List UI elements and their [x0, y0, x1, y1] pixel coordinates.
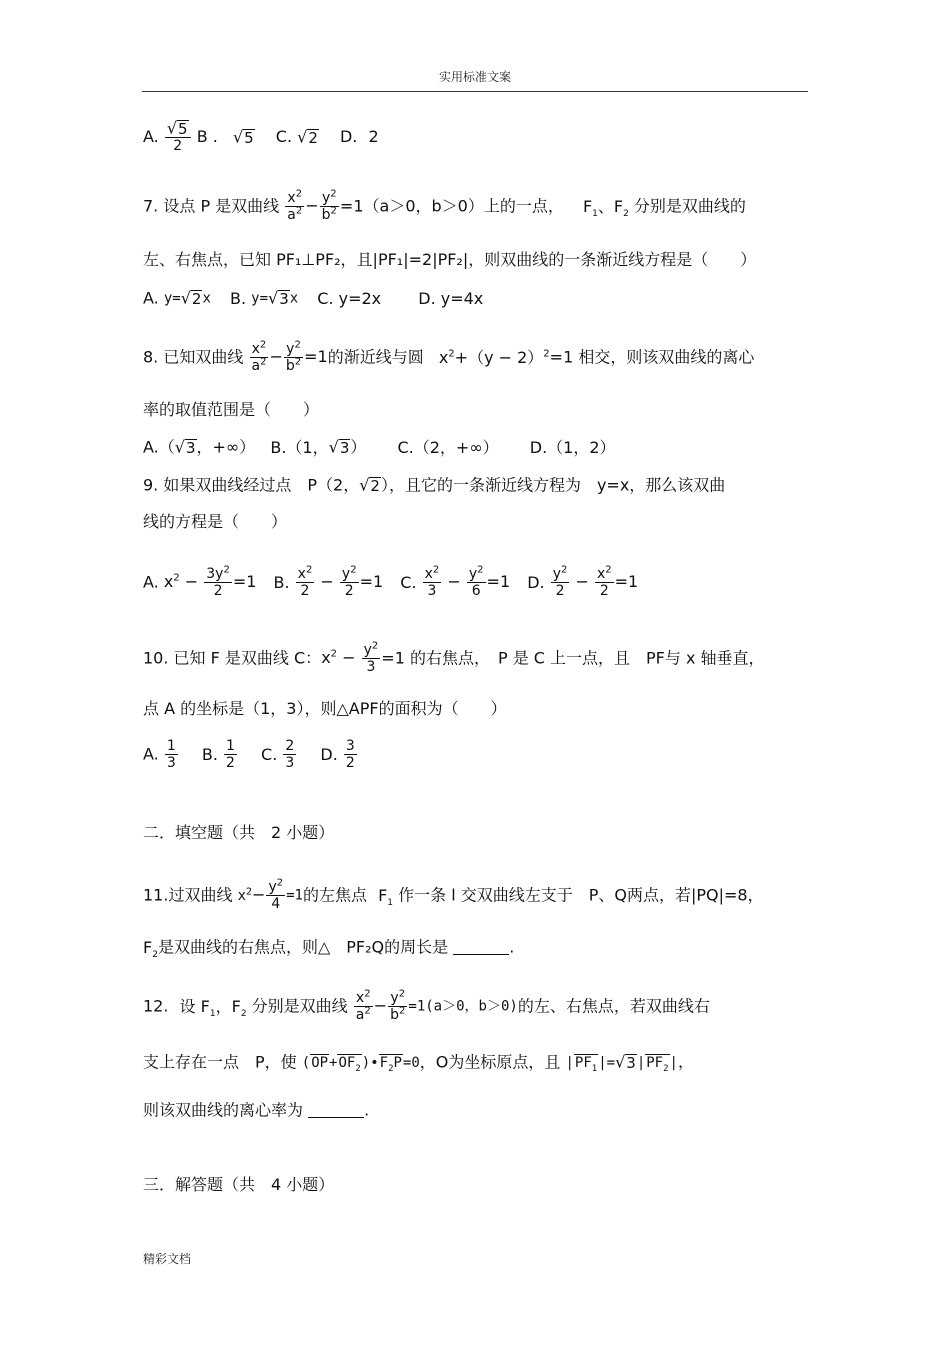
question-8: 8. 已知双曲线 $\frac{x^2}{a^2}$ − $\frac{y^2}{b^2}$ =1的渐近线与圆 $x^2+(y - 2)^2=1$ 相交，则该双曲线的离心: [143, 339, 755, 374]
option-c-value: √2: [297, 127, 318, 147]
question-11-line2: $F_2$是双曲线的右焦点，则△ PF₂Q的周长是 .: [143, 937, 515, 960]
question-10-line2: 点 A 的坐标是（1，3），则△APF的面积为（ ）: [143, 699, 507, 718]
fraction: $\frac{y^2}{b^2}$: [285, 339, 302, 374]
page-footer: 精彩文档: [143, 1252, 192, 1266]
fraction: $\frac{x^2}{a^2}$: [251, 339, 267, 374]
page-header: 实用标准文案: [438, 70, 511, 84]
question-9-line2: 线的方程是（ ）: [143, 512, 288, 531]
answer-blank[interactable]: [308, 1103, 364, 1118]
option-a-value: $\frac{√5}{2}$: [165, 120, 191, 154]
option-b-value: √5: [232, 127, 254, 147]
question-7-options: A. y=√2x B. y=√3x C. y=2x D. y=4x: [143, 288, 484, 309]
fraction: $\frac{y^2}{b^2}$: [321, 188, 337, 223]
question-9: 9. 如果双曲线经过点 P（2，√2），且它的一条渐近线方程为 y=x，那么该双曲: [143, 475, 726, 496]
section-2-title: 二．填空题（共 2 小题）: [143, 823, 335, 842]
question-12: 12. 设 $F_1$，$F_2$ 分别是双曲线 $\frac{x^2}{a^2}$ − $\frac{y^2}{b^2}$ =1(a＞0，b＞0)的左、右焦点，若双曲线右: [143, 988, 710, 1023]
section-3-title: 三．解答题（共 4 小题）: [143, 1175, 335, 1194]
answer-blank[interactable]: [453, 940, 509, 955]
fraction: $\frac{x^2}{a^2}$: [287, 188, 303, 223]
header-rule: [142, 91, 808, 92]
question-12-line3: 则该双曲线的离心率为 .: [143, 1100, 370, 1120]
question-10: 10. 已知 F 是双曲线 C：$x^2$ − $\frac{y^2}{3}$ =1 的右焦点， P 是 C 上一点，且 PF与 x 轴垂直，: [143, 640, 765, 675]
question-8-line2: 率的取值范围是（ ）: [143, 400, 320, 419]
question-11: 11.过双曲线 $x^2-$ $\frac{y^2}{4}$ =1的左焦点 $F_1$ 作一条 l 交双曲线左支于 P、Q两点，若|PQ|=8，: [143, 877, 764, 912]
question-7-line2: 左、右焦点，已知 PF₁⊥PF₂，且|PF₁|=2|PF₂|，则双曲线的一条渐近线方程是（ ）: [143, 250, 757, 269]
q6-options: A. $\frac{√5}{2}$ B . √5 C. √2 D. 2: [143, 118, 379, 154]
question-10-options: A. $\frac{1}{3}$ B. $\frac{1}{2}$ C. $\frac{2}{3}$ D. $\frac{3}{2}$: [143, 738, 355, 771]
question-12-line2: 支上存在一点 P，使 $(OP+OF_2)•F_2P=0$，O为坐标原点，且 $|PF_1|=√3|PF_2|$，: [143, 1052, 694, 1074]
question-8-options: A.（√3，+∞） B.（1，√3） C.（2，+∞） D.（1，2）: [143, 437, 616, 458]
question-9-options: A. $x^2$ − $\frac{3y^2}{2}$ =1 B. $\frac{x^2}{2}$ − $\frac{y^2}{2}$ =1 C. $\frac{x^2}{3}$ − $\frac{y^2}{6}$ =1 D. $\frac{y^2}{2}$ − $\frac{x^2}{2}$ =1: [143, 564, 639, 599]
question-7: 7. 设点 P 是双曲线 $\frac{x^2}{a^2}$ − $\frac{y^2}{b^2}$ =1（a＞0，b＞0）上的一点， $F_1$、$F_2$ 分别是双曲线的: [143, 188, 746, 223]
